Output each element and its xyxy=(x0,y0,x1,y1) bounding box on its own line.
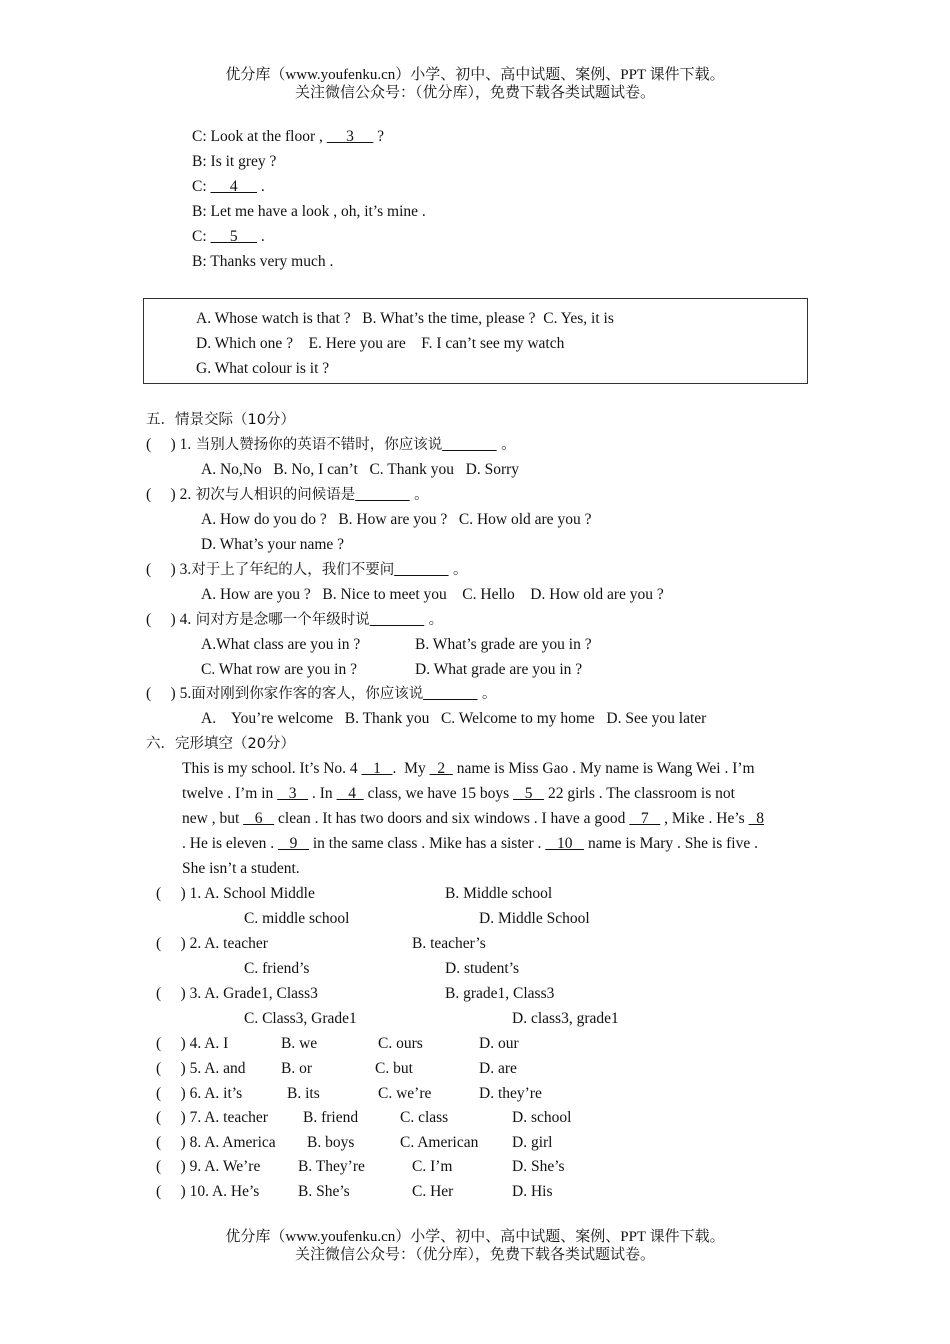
cloze-option: D. girl xyxy=(512,1134,553,1151)
question: ( ) 4. 问对方是念哪一个年级时说_______ 。 xyxy=(146,611,444,628)
options-box-line: G. What colour is it ? xyxy=(196,360,330,377)
cloze-option: D. His xyxy=(512,1183,553,1200)
question-option: B. What’s grade are you in ? xyxy=(415,636,592,653)
dialogue-line: B: Is it grey ? xyxy=(192,153,277,170)
passage-line: This is my school. It’s No. 4 1 . My 2 name is Miss Gao . My name is Wang Wei . I’m xyxy=(182,760,755,777)
question-option: A.What class are you in ? xyxy=(201,636,361,653)
cloze-option: D. student’s xyxy=(445,960,520,977)
question-options: A. How do you do ? B. How are you ? C. How old are you ? xyxy=(201,511,592,528)
cloze-option: C. we’re xyxy=(378,1085,432,1102)
cloze-option: C. Class3, Grade1 xyxy=(244,1010,357,1027)
question-option: D. What grade are you in ? xyxy=(415,661,583,678)
cloze-question: ( ) 7. A. teacher xyxy=(156,1109,268,1126)
cloze-option: B. She’s xyxy=(298,1183,350,1200)
cloze-option: C. middle school xyxy=(244,910,350,927)
cloze-option: C. friend’s xyxy=(244,960,310,977)
dialogue-line: B: Thanks very much . xyxy=(192,253,334,270)
header-line-2: 关注微信公众号：（优分库），免费下载各类试题试卷。 xyxy=(294,85,655,101)
cloze-option: C. but xyxy=(375,1060,413,1077)
question: ( ) 2. 初次与人相识的问候语是_______ 。 xyxy=(146,486,429,503)
dialogue-line: B: Let me have a look , oh, it’s mine . xyxy=(192,203,426,220)
page-header xyxy=(0,66,950,102)
cloze-option: B. teacher’s xyxy=(412,935,486,952)
section-5-title: 五．情景交际（10分） xyxy=(146,412,295,428)
cloze-question: ( ) 6. A. it’s xyxy=(156,1085,243,1102)
cloze-question: ( ) 10. A. He’s xyxy=(156,1183,260,1200)
cloze-option: C. I’m xyxy=(412,1158,453,1175)
cloze-option: B. boys xyxy=(307,1134,355,1151)
cloze-option: B. They’re xyxy=(298,1158,365,1175)
passage-line: . He is eleven . 9 in the same class . Mike has a sister . 10 name is Mary . She is five . xyxy=(182,835,758,852)
passage-line: new , but 6 clean . It has two doors and six windows . I have a good 7 , Mike . He’s 8 xyxy=(182,810,765,827)
cloze-question: ( ) 2. A. teacher xyxy=(156,935,268,952)
cloze-option: C. class xyxy=(400,1109,449,1126)
cloze-option: C. Her xyxy=(412,1183,454,1200)
cloze-question: ( ) 5. A. and xyxy=(156,1060,246,1077)
dialogue-line: C: 5 . xyxy=(192,228,265,245)
cloze-option: D. school xyxy=(512,1109,572,1126)
question: ( ) 1. 当别人赞扬你的英语不错时，你应该说_______ 。 xyxy=(146,436,516,453)
cloze-option: D. they’re xyxy=(479,1085,542,1102)
footer-line-2: 关注微信公众号：（优分库），免费下载各类试题试卷。 xyxy=(294,1247,655,1263)
cloze-option: B. grade1, Class3 xyxy=(445,985,555,1002)
cloze-option: D. Middle School xyxy=(479,910,590,927)
footer-line-1: 优分库（www.youfenku.cn）小学、初中、高中试题、案例、PPT 课件下载。 xyxy=(225,1229,725,1245)
passage-line: twelve . I’m in 3 . In 4 class, we have 15 boys 5 22 girls . The classroom is not xyxy=(182,785,735,802)
cloze-question: ( ) 8. A. America xyxy=(156,1134,276,1151)
passage-line: She isn’t a student. xyxy=(182,860,300,877)
question-options: A. How are you ? B. Nice to meet you C. Hello D. How old are you ? xyxy=(201,586,664,603)
cloze-option: C. American xyxy=(400,1134,479,1151)
cloze-question: ( ) 9. A. We’re xyxy=(156,1158,261,1175)
question-options: D. What’s your name ? xyxy=(201,536,345,553)
cloze-option: B. or xyxy=(281,1060,312,1077)
cloze-option: C. ours xyxy=(378,1035,423,1052)
options-box-line: D. Which one ? E. Here you are F. I can’t see my watch xyxy=(196,335,565,352)
question: ( ) 5.面对刚到你家作客的客人，你应该说_______ 。 xyxy=(146,685,497,702)
cloze-option: B. its xyxy=(287,1085,320,1102)
question-options: A. You’re welcome B. Thank you C. Welcome to my home D. See you later xyxy=(201,710,707,727)
cloze-option: B. we xyxy=(281,1035,318,1052)
options-box-line: A. Whose watch is that ? B. What’s the time, please ? C. Yes, it is xyxy=(196,310,614,327)
cloze-option: D. class3, grade1 xyxy=(512,1010,619,1027)
cloze-question: ( ) 4. A. I xyxy=(156,1035,229,1052)
section-6-title: 六．完形填空（20分） xyxy=(146,736,295,752)
cloze-option: D. She’s xyxy=(512,1158,565,1175)
cloze-option: D. our xyxy=(479,1035,519,1052)
question: ( ) 3.对于上了年纪的人，我们不要问_______ 。 xyxy=(146,561,468,578)
page-footer xyxy=(0,1228,950,1264)
dialogue-line: C: 4 . xyxy=(192,178,265,195)
cloze-option: B. Middle school xyxy=(445,885,553,902)
dialogue-line: C: Look at the floor , 3 ? xyxy=(192,128,385,145)
question-options: A. No,No B. No, I can’t C. Thank you D. Sorry xyxy=(201,461,520,478)
cloze-option: B. friend xyxy=(303,1109,359,1126)
header-line-1: 优分库（www.youfenku.cn）小学、初中、高中试题、案例、PPT 课件下载。 xyxy=(225,67,725,83)
question-option: C. What row are you in ? xyxy=(201,661,357,678)
cloze-option: D. are xyxy=(479,1060,517,1077)
cloze-question: ( ) 1. A. School Middle xyxy=(156,885,315,902)
cloze-question: ( ) 3. A. Grade1, Class3 xyxy=(156,985,318,1002)
